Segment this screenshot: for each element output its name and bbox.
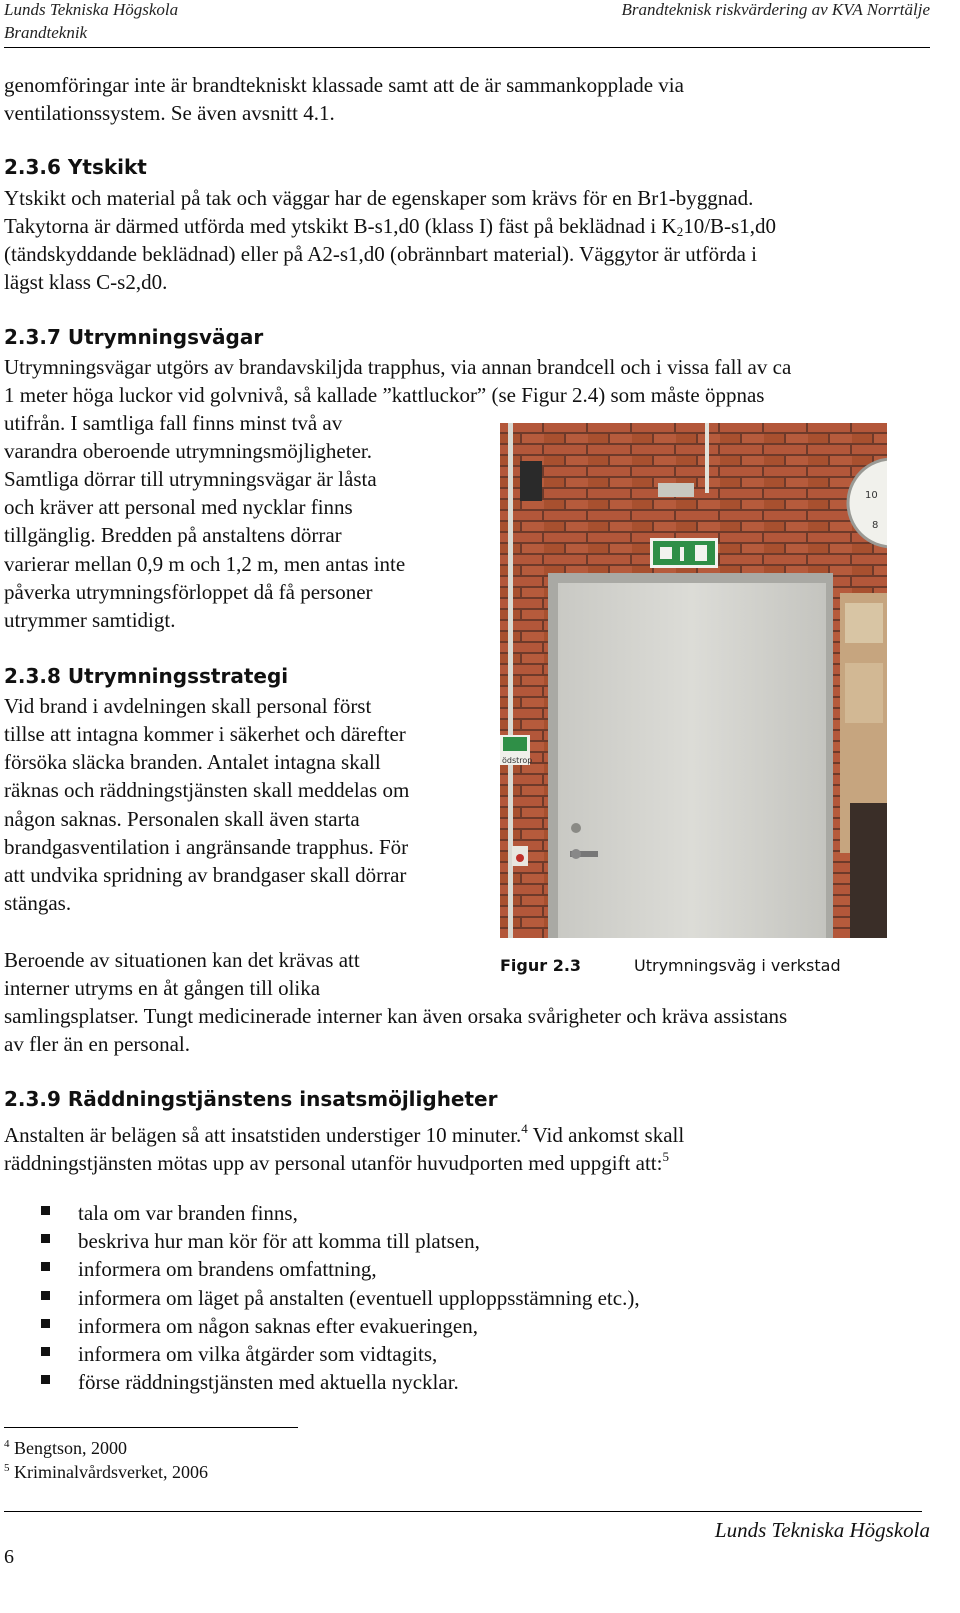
heading-2-3-9: 2.3.9 Räddningstjänstens insatsmöjligheter xyxy=(4,1087,498,1111)
s239-line-1: Anstalten är belägen så att insatstiden understiger 10 minuter.$^4$ Vid ankomst skall xyxy=(4,1121,685,1147)
s238-line-4: räknas och räddningstjänsten skall meddelas om xyxy=(4,778,410,802)
heading-2-3-6: 2.3.6 Ytskikt xyxy=(4,155,147,179)
s238-line-12: av fler än en personal. xyxy=(4,1032,190,1056)
s239-line-2: räddningstjänsten mötas upp av personal utanför huvudporten med uppgift att:$^5$ xyxy=(4,1149,669,1175)
s237-line-2: 1 meter höga luckor vid golvnivå, så kallade ”kattluckor” (se Figur 2.4) som måste öppnas xyxy=(4,383,765,407)
heading-2-3-7: 2.3.7 Utrymningsvägar xyxy=(4,325,264,349)
s236-line-3: (tändskyddande beklädnad) eller på A2-s1,d0 (obrännbart material). Väggytor är utförda i xyxy=(4,242,758,266)
s237-line-8: varierar mellan 0,9 m och 1,2 m, men antas inte xyxy=(4,552,406,576)
figure-wall-sign-text: ödstrop xyxy=(502,756,533,765)
s236-line-1: Ytskikt och material på tak och väggar har de egenskaper som krävs för en Br1-byggnad. xyxy=(4,186,754,210)
bullet-square-icon xyxy=(41,1234,50,1243)
header-document-title: Brandteknisk riskvärdering av KVA Norrtälje xyxy=(621,0,930,19)
intro-line-2: ventilationssystem. Se även avsnitt 4.1. xyxy=(4,101,335,125)
figure-caption: Utrymningsväg i verkstad xyxy=(634,956,841,975)
footer-rule xyxy=(4,1511,922,1512)
bullet-square-icon xyxy=(41,1375,50,1384)
header-institution: Lunds Tekniska Högskola xyxy=(4,0,179,19)
s238-line-9: Beroende av situationen kan det krävas att xyxy=(4,948,360,972)
s236-line-2: Takytorna är därmed utförda med ytskikt B-s1,d0 (klass I) fäst på beklädnad i $K_210/B-s1,d0$ xyxy=(4,214,776,239)
s238-line-11: samlingsplatser. Tungt medicinerade interner kan även orsaka svårigheter och kräva assistans xyxy=(4,1004,788,1028)
s237-line-5: Samtliga dörrar till utrymningsvägar är låsta xyxy=(4,467,377,491)
s237-line-1: Utrymningsvägar utgörs av brandavskiljda trapphus, via annan brandcell och i vissa fall av ca xyxy=(4,355,792,379)
s237-line-7: tillgänglig. Bredden på anstaltens dörrar xyxy=(4,523,342,547)
list-item: informera om någon saknas efter evakueringen, xyxy=(78,1314,479,1338)
svg-text:8: 8 xyxy=(872,520,879,531)
list-item: informera om vilka åtgärder som vidtagits, xyxy=(78,1342,438,1366)
list-item: förse räddningstjänsten med aktuella nycklar. xyxy=(78,1370,459,1394)
figure-photo-escape-door xyxy=(500,423,887,938)
page-number: 6 xyxy=(4,1546,14,1568)
header-rule xyxy=(4,47,930,48)
intro-line-1: genomföringar inte är brandtekniskt klassade samt att de är sammankopplade via xyxy=(4,73,684,97)
s237-line-6: och kräver att personal med nycklar finns xyxy=(4,495,353,519)
s238-line-5: någon saknas. Personalen skall även starta xyxy=(4,807,360,831)
s238-line-2: tillse att intagna kommer i säkerhet och därefter xyxy=(4,722,406,746)
list-item: beskriva hur man kör för att komma till platsen, xyxy=(78,1229,480,1253)
s238-line-1: Vid brand i avdelningen skall personal först xyxy=(4,694,372,718)
list-item: informera om brandens omfattning, xyxy=(78,1257,377,1281)
svg-text:10: 10 xyxy=(865,490,878,501)
figure-label: Figur 2.3 xyxy=(500,956,582,975)
header-department: Brandteknik xyxy=(4,23,88,42)
bullet-square-icon xyxy=(41,1319,50,1328)
bullet-square-icon xyxy=(41,1206,50,1215)
s238-line-8: stängas. xyxy=(4,891,72,915)
s238-line-3: försöka släcka branden. Antalet intagna skall xyxy=(4,750,381,774)
s238-line-7: att undvika spridning av brandgaser skall dörrar xyxy=(4,863,407,887)
s237-line-4: varandra oberoende utrymningsmöjligheter. xyxy=(4,439,372,463)
s237-line-9: påverka utrymningsförloppet då få personer xyxy=(4,580,373,604)
list-item: informera om läget på anstalten (eventuell upploppsstämning etc.), xyxy=(78,1286,640,1310)
footnote-4: $^4$ Bengtson, 2000 xyxy=(4,1438,128,1458)
bullet-square-icon xyxy=(41,1262,50,1271)
s238-line-6: brandgasventilation i angränsande trapphus. För xyxy=(4,835,409,859)
footer-institution: Lunds Tekniska Högskola xyxy=(714,1518,930,1542)
s236-line-4: lägst klass C-s2,d0. xyxy=(4,270,168,294)
list-item: tala om var branden finns, xyxy=(78,1201,298,1225)
bullet-square-icon xyxy=(41,1291,50,1300)
bullet-square-icon xyxy=(41,1347,50,1356)
footnote-5: $^5$ Kriminalvårdsverket, 2006 xyxy=(4,1462,208,1482)
footnote-separator xyxy=(4,1427,298,1428)
heading-2-3-8: 2.3.8 Utrymningsstrategi xyxy=(4,664,289,688)
s237-line-10: utrymmer samtidigt. xyxy=(4,608,176,632)
s237-line-3: utifrån. I samtliga fall finns minst två av xyxy=(4,411,343,435)
s238-line-10: interner utryms en åt gången till olika xyxy=(4,976,321,1000)
